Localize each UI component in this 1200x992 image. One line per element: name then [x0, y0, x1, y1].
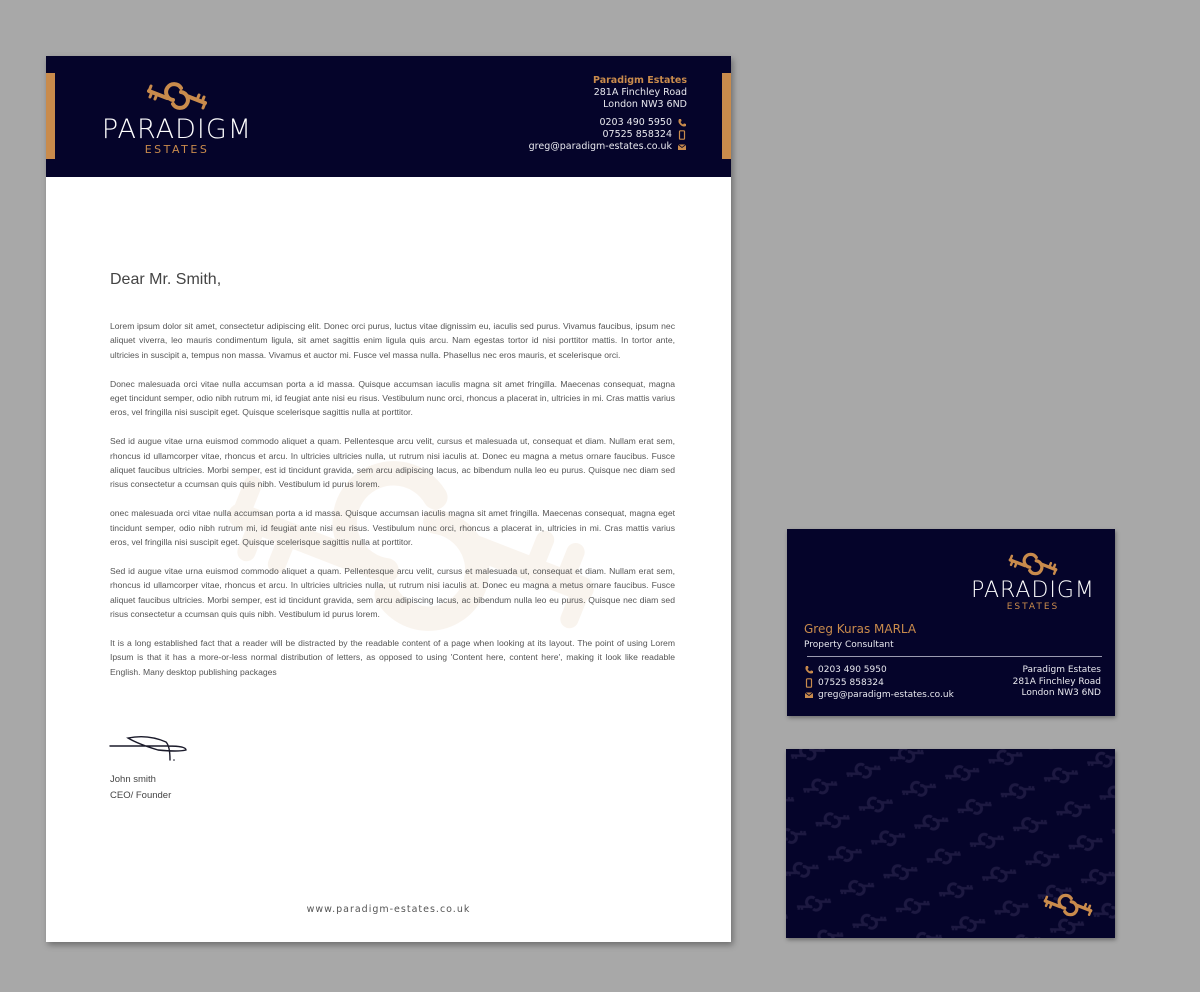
card-phone-row — [804, 664, 954, 677]
paragraph: Lorem ipsum dolor sit amet, consectetur adipiscing elit. Donec orci purus, luctus vitae dignissim eu, iaculis sed purus. Vivamus faucibus, ipsum nec aliquet viverra, leo mauris condimentum ligula, sit amet sagittis enim ligula quis arcu. Nam egestas tortor id nisi porttitor mattis. In tortor ante, ultricies in suscipit a, tempus non massa. Vivamus et auctor mi. Fusce vel massa nulla. Phasellus nec eros mauris, et scelerisque orci. — [110, 321, 675, 360]
address-line-2: London NW3 6ND — [603, 99, 687, 110]
business-card-back — [786, 749, 1115, 938]
mobile-icon — [677, 130, 687, 140]
brand-sub: ESTATES — [1006, 602, 1060, 612]
card-mobile-row — [804, 677, 954, 690]
address-line-2: London NW3 6ND — [1021, 688, 1101, 698]
phone-icon — [804, 665, 814, 675]
letterhead-page — [46, 56, 731, 942]
accent-bar-left — [46, 73, 55, 159]
address-line-1: 281A Finchley Road — [1012, 676, 1101, 687]
letter-body — [110, 319, 675, 693]
interlocked-keys-icon — [1007, 549, 1059, 579]
person-title: Property Consultant — [804, 640, 894, 650]
letterhead-header — [46, 56, 731, 177]
phone-number: 0203 490 5950 — [818, 665, 887, 675]
mobile-number: 07525 858324 — [818, 677, 884, 688]
phone-line — [529, 117, 687, 129]
email-line — [529, 141, 687, 153]
greeting: Dear Mr. Smith, — [110, 271, 222, 288]
signature-image — [108, 732, 190, 764]
phone-number: 0203 490 5950 — [599, 117, 672, 128]
paragraph: Sed id augue vitae urna euismod commodo aliquet a quam. Pellentesque arcu velit, cursus et malesuada ut, consequat et diam. Nullam erat sem, rhoncus id ullamcorper vitae, rhoncus et arcu. In ultricies ultricies nulla, ut rutrum nisi iaculis at. Donec eu magna a metus ornare faucibus. Fusce aliquet faucibus ultricies. Morbi semper, est id tincidunt gravida, sem arcu adipiscing lacus, ac bibendum nulla leo eu purus. Quisque nec diam sed risus consectetur a ccumsan quis quis nibh. Vestibulum id purus lorem. — [110, 436, 675, 490]
website-footer: www.paradigm-estates.co.uk — [306, 904, 471, 915]
paragraph: Sed id augue vitae urna euismod commodo aliquet a quam. Pellentesque arcu velit, cursus et malesuada ut, consequat et diam. Nullam erat sem, rhoncus id ullamcorper vitae, rhoncus et arcu. In ultricies ultricies nulla, ut rutrum nisi iaculis at. Donec eu magna a metus ornare faucibus. Fusce aliquet faucibus ultricies. Morbi semper, est id tincidunt gravida, sem arcu adipiscing lacus, ac bibendum nulla leo eu purus. Quisque nec diam sed risus consectetur a ccumsan quis quis nibh. Vestibulum id purus lorem. — [110, 565, 675, 620]
brand-sub: ESTATES — [144, 143, 210, 156]
mobile-icon — [804, 678, 814, 688]
company-name: Paradigm Estates — [592, 75, 687, 86]
phone-icon — [677, 118, 687, 128]
card-address — [1013, 665, 1101, 700]
card-contacts — [804, 664, 954, 702]
header-contact-block — [529, 75, 687, 153]
signer-block — [110, 772, 171, 804]
email-address: greg@paradigm-estates.co.uk — [528, 141, 672, 152]
brand-name: PARADIGM — [101, 114, 253, 145]
interlocked-keys-icon — [145, 78, 209, 114]
divider — [807, 656, 1102, 657]
brand-logo — [92, 78, 262, 156]
envelope-icon — [804, 690, 814, 700]
address-line-1: 281A Finchley Road — [593, 87, 687, 98]
mobile-line — [529, 129, 687, 141]
paragraph: onec malesuada orci vitae nulla accumsan porta a id massa. Quisque accumsan iaculis magna sit amet fringilla. Maecenas consequat, magna eget tincidunt semper, odio nibh rutrum mi, id feugiat ante nisi eu risus. Vestibulum nunc orci, rhoncus a placerat in, ultricies in mi. Cras mattis varius eros, vel fringilla nisi suscipit eget. Quisque scelerisque sagittis nulla at porttitor. — [110, 508, 675, 548]
paragraph: Donec malesuada orci vitae nulla accumsan porta a id massa. Quisque accumsan iaculis magna sit amet fringilla. Maecenas consequat, magna eget tincidunt semper, odio nibh rutrum mi, id feugiat ante nisi eu risus. Vestibulum nunc orci, rhoncus a placerat in, ultricies in mi. Cras mattis varius eros, vel fringilla nisi suscipit eget. Quisque scelerisque sagittis nulla at porttitor. — [110, 378, 675, 418]
business-card-front — [787, 529, 1115, 716]
email-address: greg@paradigm-estates.co.uk — [818, 690, 954, 700]
signer-title: CEO/ Founder — [110, 790, 172, 801]
envelope-icon — [677, 142, 687, 152]
paragraph: It is a long established fact that a reader will be distracted by the readable content of a page when looking at its layout. The point of using Lorem Ipsum is that it has a more-or-less normal distribution of letters, as opposed to using 'Content here, content here', making it look like readable English. Many desktop publishing packages — [110, 637, 675, 677]
card-email-row — [804, 689, 954, 702]
interlocked-keys-icon — [1042, 889, 1094, 921]
signer-name: John smith — [110, 774, 156, 785]
person-name: Greg Kuras MARLA — [804, 622, 917, 636]
brand-name: PARADIGM — [971, 578, 1095, 603]
accent-bar-right — [722, 73, 731, 159]
mobile-number: 07525 858324 — [602, 129, 672, 140]
card-brand-logo — [959, 549, 1107, 613]
company-name: Paradigm Estates — [1022, 665, 1101, 675]
